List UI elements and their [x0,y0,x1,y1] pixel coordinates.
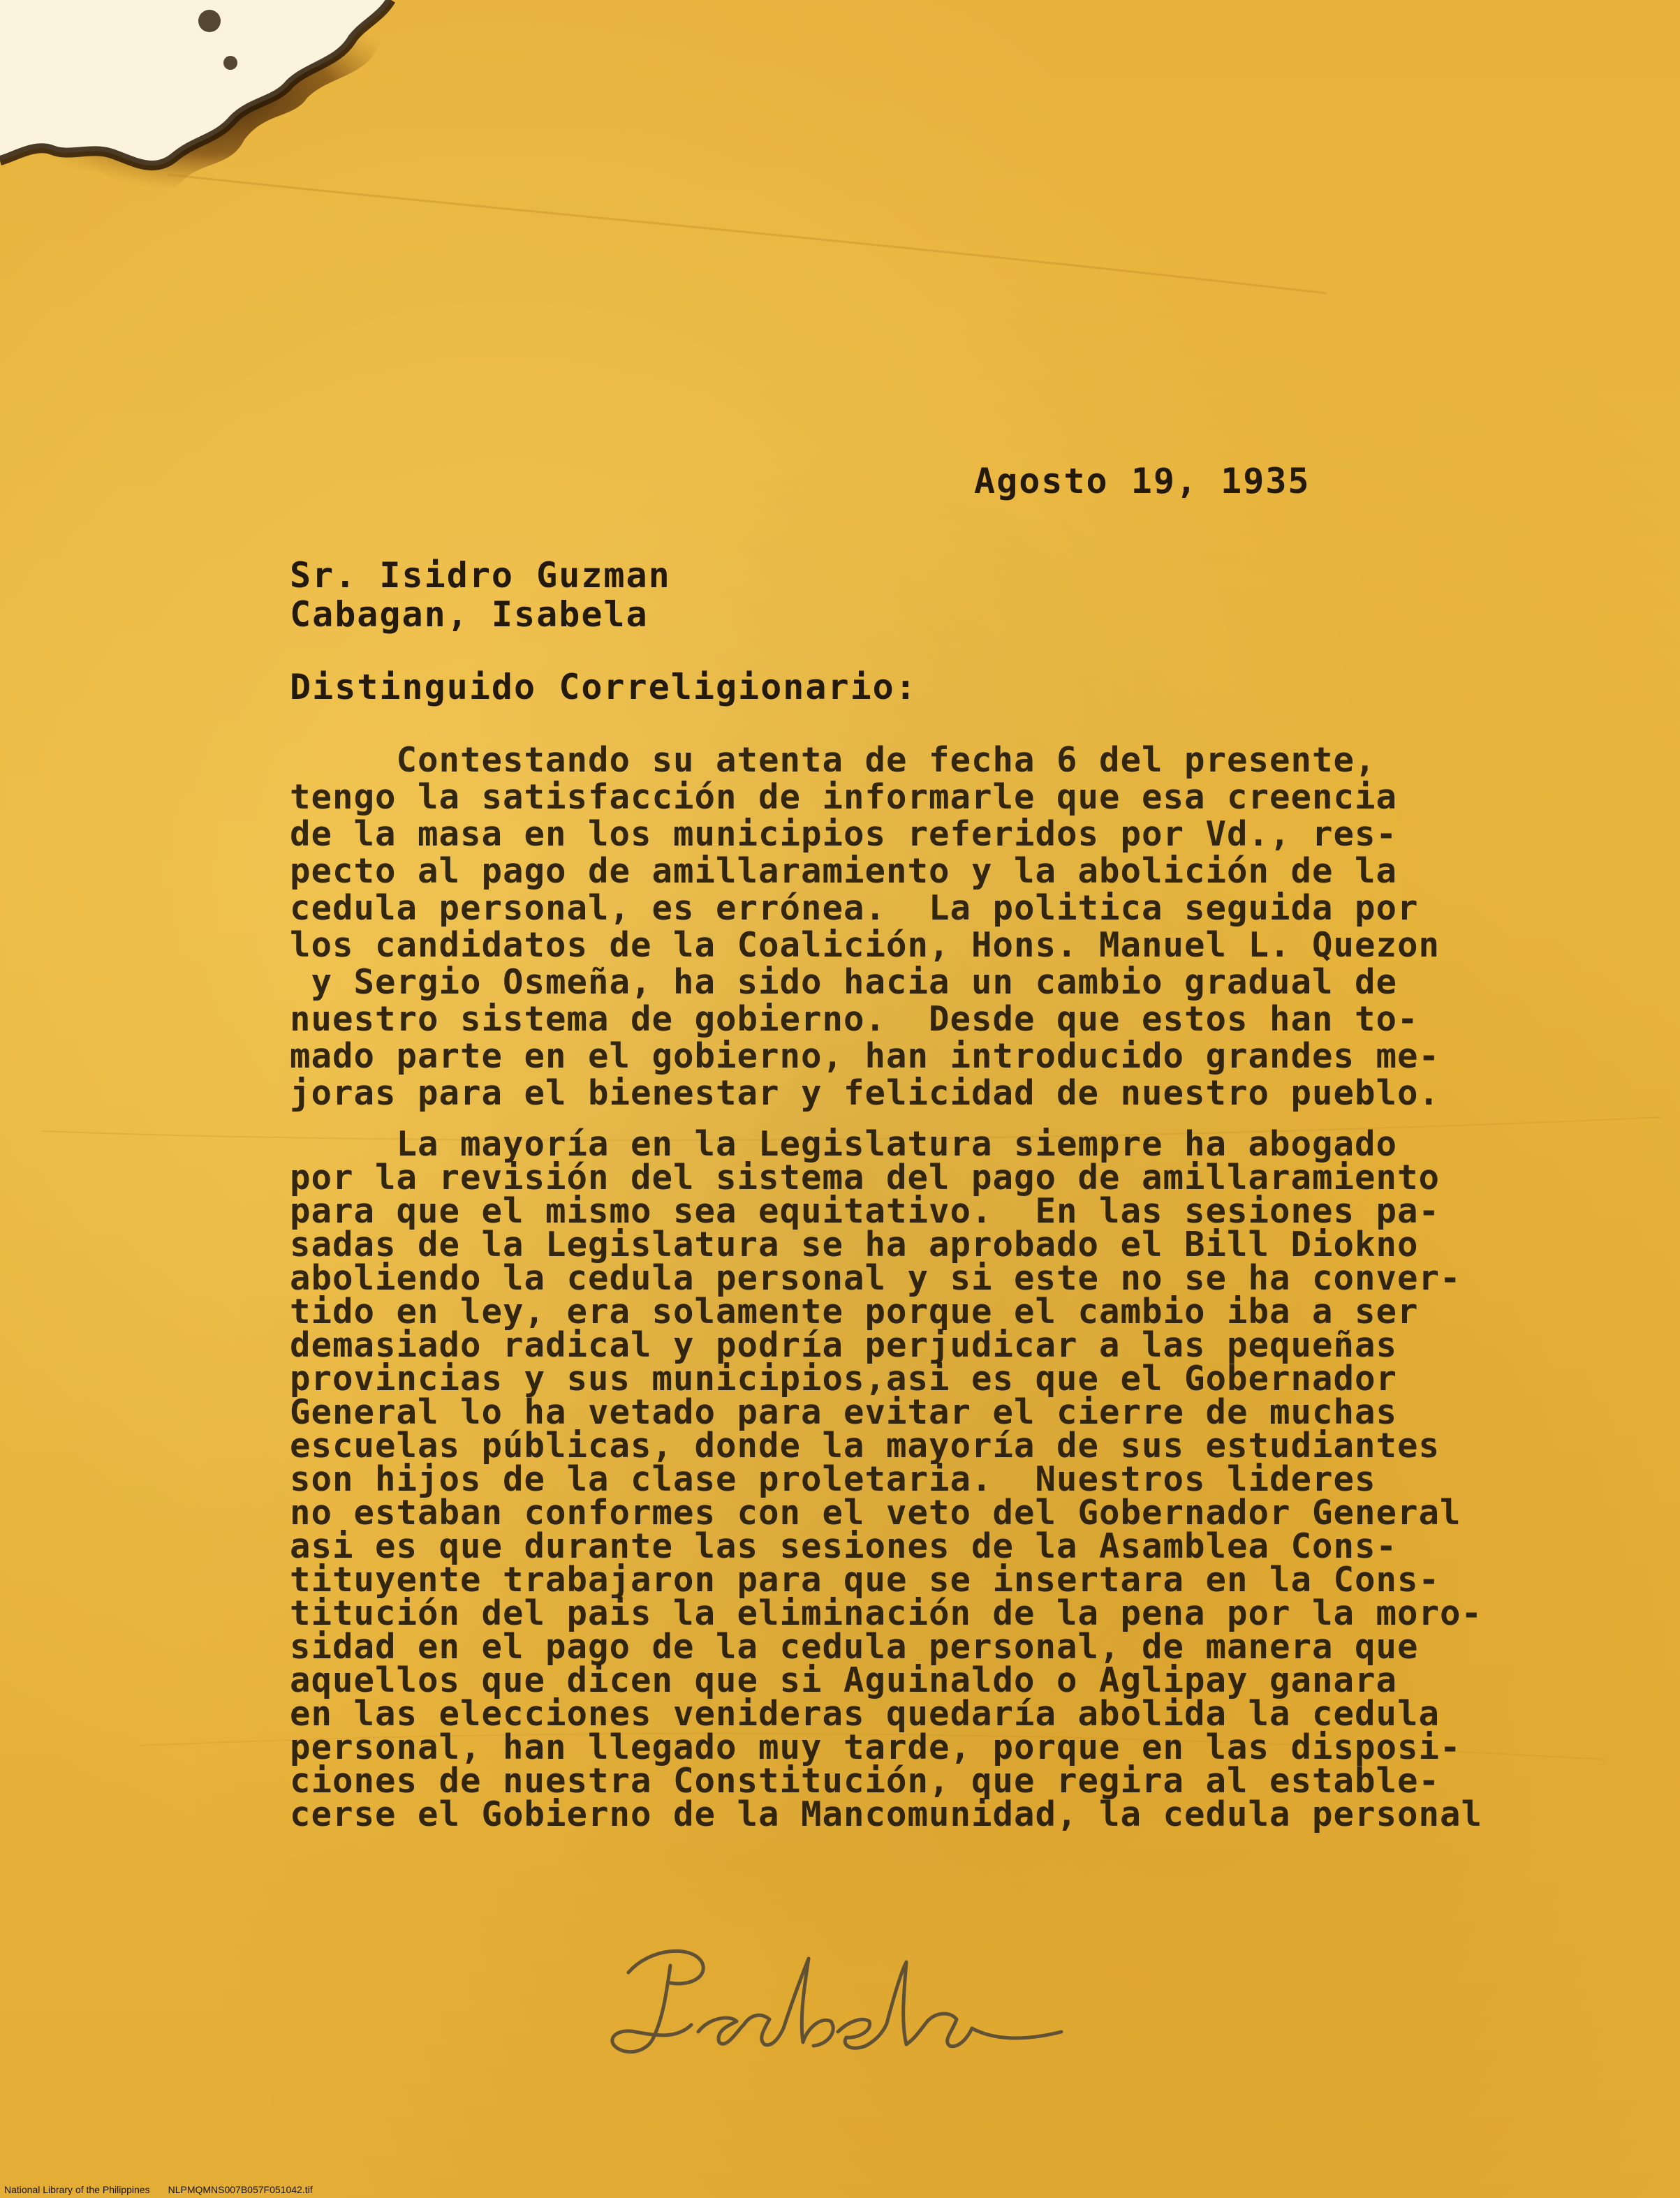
letter-date: Agosto 19, 1935 [974,461,1311,501]
paragraph-2-line: en las elecciones venideras quedaría abolida la cedula [290,1694,1440,1734]
paragraph-2-line: cerse el Gobierno de la Mancomunidad, la cedula personal [290,1794,1483,1834]
footer-library: National Library of the Philippines [4,2184,150,2195]
paragraph-2-line: titución del pais la eliminación de la pena por la moro- [290,1593,1483,1633]
footer-file-id: NLPMQMNS007B057F051042.tif [168,2184,313,2195]
paragraph-1-line: tengo la satisfacción de informarle que esa creencia [290,777,1398,817]
paragraph-2-line: La mayoría en la Legislatura siempre ha abogado [290,1124,1398,1164]
paragraph-2-line: son hijos de la clase proletaria. Nuestros lideres [290,1459,1376,1499]
paragraph-2-line: asi es que durante las sesiones de la Asamblea Cons- [290,1526,1398,1566]
paragraph-2-line: escuelas públicas, donde la mayoría de sus estudiantes [290,1426,1440,1466]
paragraph-1-line: joras para el bienestar y felicidad de nuestro pueblo. [290,1073,1440,1113]
paragraph-1-line: mado parte en el gobierno, han introducido grandes me- [290,1036,1440,1076]
paragraph-1-line: los candidatos de la Coalición, Hons. Manuel L. Quezon [290,925,1440,965]
paragraph-2-line: tido en ley, era solamente porque el cambio iba a ser [290,1292,1419,1332]
paragraph-1-line: nuestro sistema de gobierno. Desde que estos han to- [290,999,1419,1039]
paragraph-2-line: no estaban conformes con el veto del Gobernador General [290,1493,1461,1533]
salutation: Distinguido Correligionario: [290,667,918,707]
paragraph-2-line: provincias y sus municipios,asi es que el Gobernador [290,1359,1398,1399]
paragraph-2-line: demasiado radical y podría perjudicar a las pequeñas [290,1325,1398,1365]
paragraph-1-line: cedula personal, es errónea. La politica seguida por [290,888,1419,928]
paragraph-2-line: personal, han llegado muy tarde, porque en las disposi- [290,1727,1461,1767]
paragraph-2-line: sidad en el pago de la cedula personal, de manera que [290,1627,1419,1667]
paragraph-1-line: y Sergio Osmeña, ha sido hacia un cambio gradual de [290,962,1398,1002]
paragraph-2-line: para que el mismo sea equitativo. En las sesiones pa- [290,1191,1440,1231]
handwritten-isabela-note [587,1934,1089,2067]
paragraph-2-line: ciones de nuestra Constitución, que regira al estable- [290,1761,1440,1801]
paragraph-1-line: de la masa en los municipios referidos por Vd., res- [290,814,1398,854]
recipient-place: Cabagan, Isabela [290,594,649,635]
paragraph-2-line: aboliendo la cedula personal y si este no se ha conver- [290,1258,1461,1298]
recipient-name: Sr. Isidro Guzman [290,555,671,596]
paragraph-2-line: tituyente trabajaron para que se insertara en la Cons- [290,1560,1440,1600]
paragraph-2-line: sadas de la Legislatura se ha aprobado el Bill Diokno [290,1225,1419,1264]
paragraph-1-line: Contestando su atenta de fecha 6 del presente, [290,740,1376,780]
paragraph-2-line: por la revisión del sistema del pago de amillaramiento [290,1158,1440,1197]
paragraph-2-line: General lo ha vetado para evitar el cierre de muchas [290,1392,1398,1432]
paragraph-2-line: aquellos que dicen que si Aguinaldo o Aglipay ganara [290,1660,1398,1700]
archive-footer [4,2184,331,2195]
paragraph-1-line: pecto al pago de amillaramiento y la abolición de la [290,851,1398,891]
